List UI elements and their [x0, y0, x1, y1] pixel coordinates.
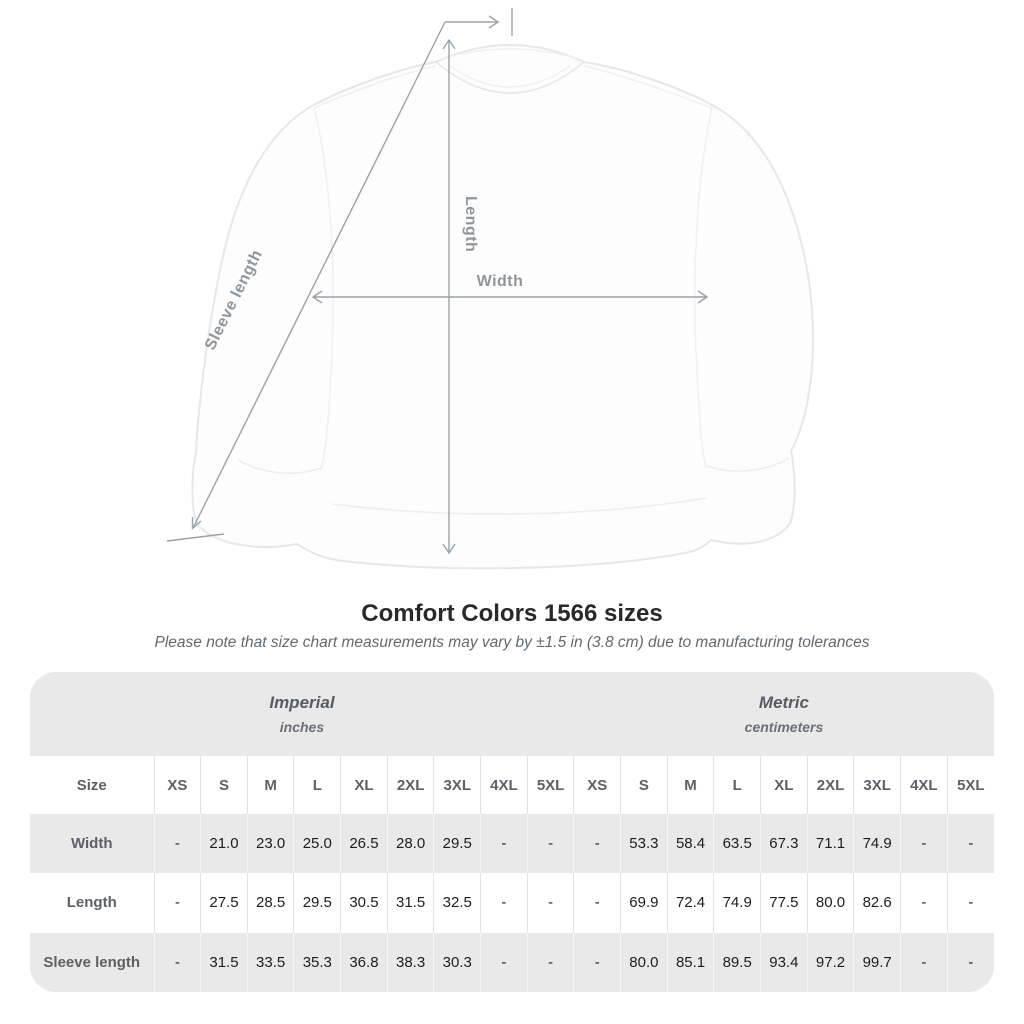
sleeve-metric-s: 80.0	[621, 933, 668, 992]
width-imperial-xl: 26.5	[341, 814, 388, 873]
sleeve-metric-4xl: -	[901, 933, 948, 992]
sleeve-imperial-5xl: -	[527, 933, 574, 992]
sleeve-metric-m: 85.1	[667, 933, 714, 992]
table-row-length	[30, 873, 994, 932]
length-imperial-l: 29.5	[294, 873, 341, 932]
sleeve-metric-l: 89.5	[714, 933, 761, 992]
length-metric-4xl: -	[901, 873, 948, 932]
length-imperial-m: 28.5	[247, 873, 294, 932]
width-metric-3xl: 74.9	[854, 814, 901, 873]
size-column-header: Size	[76, 776, 107, 794]
metric-group-title: Metric	[758, 693, 809, 713]
sleeve-metric-2xl: 97.2	[807, 933, 854, 992]
tolerance-note: Please note that size chart measurements may vary by ±1.5 in (3.8 cm) due to manufacturing tolerances	[154, 634, 870, 651]
size-header-imperial-m: M	[247, 756, 294, 814]
width-imperial-2xl: 28.0	[387, 814, 434, 873]
width-metric-s: 53.3	[621, 814, 668, 873]
row-label-sleeve-length: Sleeve length	[43, 953, 141, 971]
imperial-group-header	[30, 672, 574, 756]
width-metric-xs: -	[574, 814, 621, 873]
length-imperial-s: 27.5	[201, 873, 248, 932]
size-header-metric-4xl: 4XL	[901, 756, 948, 814]
imperial-group-title: Imperial	[269, 693, 335, 713]
size-header-metric-xs: XS	[574, 756, 621, 814]
sleeve-imperial-xs: -	[154, 933, 201, 992]
width-imperial-5xl: -	[527, 814, 574, 873]
length-imperial-xs: -	[154, 873, 201, 932]
length-metric-s: 69.9	[621, 873, 668, 932]
size-header-metric-xl: XL	[761, 756, 808, 814]
length-imperial-4xl: -	[481, 873, 528, 932]
size-header-imperial-3xl: 3XL	[434, 756, 481, 814]
row-label-width: Width	[70, 835, 113, 853]
length-metric-l: 74.9	[714, 873, 761, 932]
width-imperial-s: 21.0	[201, 814, 248, 873]
sleeve-imperial-l: 35.3	[294, 933, 341, 992]
unit-group-row	[30, 672, 994, 756]
sweatshirt-illustration	[192, 45, 813, 568]
size-table	[30, 672, 994, 992]
width-imperial-3xl: 29.5	[434, 814, 481, 873]
sleeve-imperial-2xl: 38.3	[387, 933, 434, 992]
size-header-imperial-xl: XL	[341, 756, 388, 814]
sleeve-imperial-3xl: 30.3	[434, 933, 481, 992]
width-imperial-4xl: -	[481, 814, 528, 873]
sleeve-imperial-m: 33.5	[247, 933, 294, 992]
size-table-container	[30, 672, 994, 992]
size-header-imperial-2xl: 2XL	[387, 756, 434, 814]
width-measure-label: Width	[476, 273, 524, 290]
width-imperial-xs: -	[154, 814, 201, 873]
length-measure-label: Length	[462, 196, 479, 253]
length-imperial-3xl: 32.5	[434, 873, 481, 932]
width-metric-5xl: -	[947, 814, 994, 873]
size-header-imperial-4xl: 4XL	[481, 756, 528, 814]
width-metric-xl: 67.3	[761, 814, 808, 873]
size-header-imperial-xs: XS	[154, 756, 201, 814]
size-header-metric-l: L	[714, 756, 761, 814]
sleeve-metric-5xl: -	[947, 933, 994, 992]
metric-group-header	[574, 672, 994, 756]
width-metric-l: 63.5	[714, 814, 761, 873]
sleeve-metric-3xl: 99.7	[854, 933, 901, 992]
size-header-metric-3xl: 3XL	[854, 756, 901, 814]
length-imperial-2xl: 31.5	[387, 873, 434, 932]
page-title: Comfort Colors 1566 sizes	[361, 600, 663, 627]
length-metric-m: 72.4	[667, 873, 714, 932]
length-metric-2xl: 80.0	[807, 873, 854, 932]
width-imperial-m: 23.0	[247, 814, 294, 873]
width-imperial-l: 25.0	[294, 814, 341, 873]
width-metric-4xl: -	[901, 814, 948, 873]
sleeve-metric-xl: 93.4	[761, 933, 808, 992]
metric-group-unit: centimeters	[744, 718, 824, 735]
sleeve-imperial-s: 31.5	[201, 933, 248, 992]
length-metric-xl: 77.5	[761, 873, 808, 932]
width-metric-m: 58.4	[667, 814, 714, 873]
size-header-row	[30, 756, 994, 814]
sleeve-imperial-4xl: -	[481, 933, 528, 992]
sleeve-imperial-xl: 36.8	[341, 933, 388, 992]
size-header-metric-m: M	[667, 756, 714, 814]
size-header-imperial-l: L	[294, 756, 341, 814]
size-header-metric-2xl: 2XL	[807, 756, 854, 814]
row-label-length: Length	[66, 894, 117, 912]
sweatshirt-body-outline	[192, 45, 813, 568]
length-metric-5xl: -	[947, 873, 994, 932]
sleeve-length-measure-label: Sleeve length	[201, 247, 267, 353]
size-header-imperial-s: S	[201, 756, 248, 814]
size-header-metric-5xl: 5XL	[947, 756, 994, 814]
imperial-group-unit: inches	[279, 718, 325, 735]
length-imperial-xl: 30.5	[341, 873, 388, 932]
table-row-sleeve-length	[30, 933, 994, 992]
table-row-width	[30, 814, 994, 873]
length-metric-xs: -	[574, 873, 621, 932]
size-header-metric-s: S	[621, 756, 668, 814]
size-header-imperial-5xl: 5XL	[527, 756, 574, 814]
length-imperial-5xl: -	[527, 873, 574, 932]
width-metric-2xl: 71.1	[807, 814, 854, 873]
length-metric-3xl: 82.6	[854, 873, 901, 932]
sleeve-metric-xs: -	[574, 933, 621, 992]
